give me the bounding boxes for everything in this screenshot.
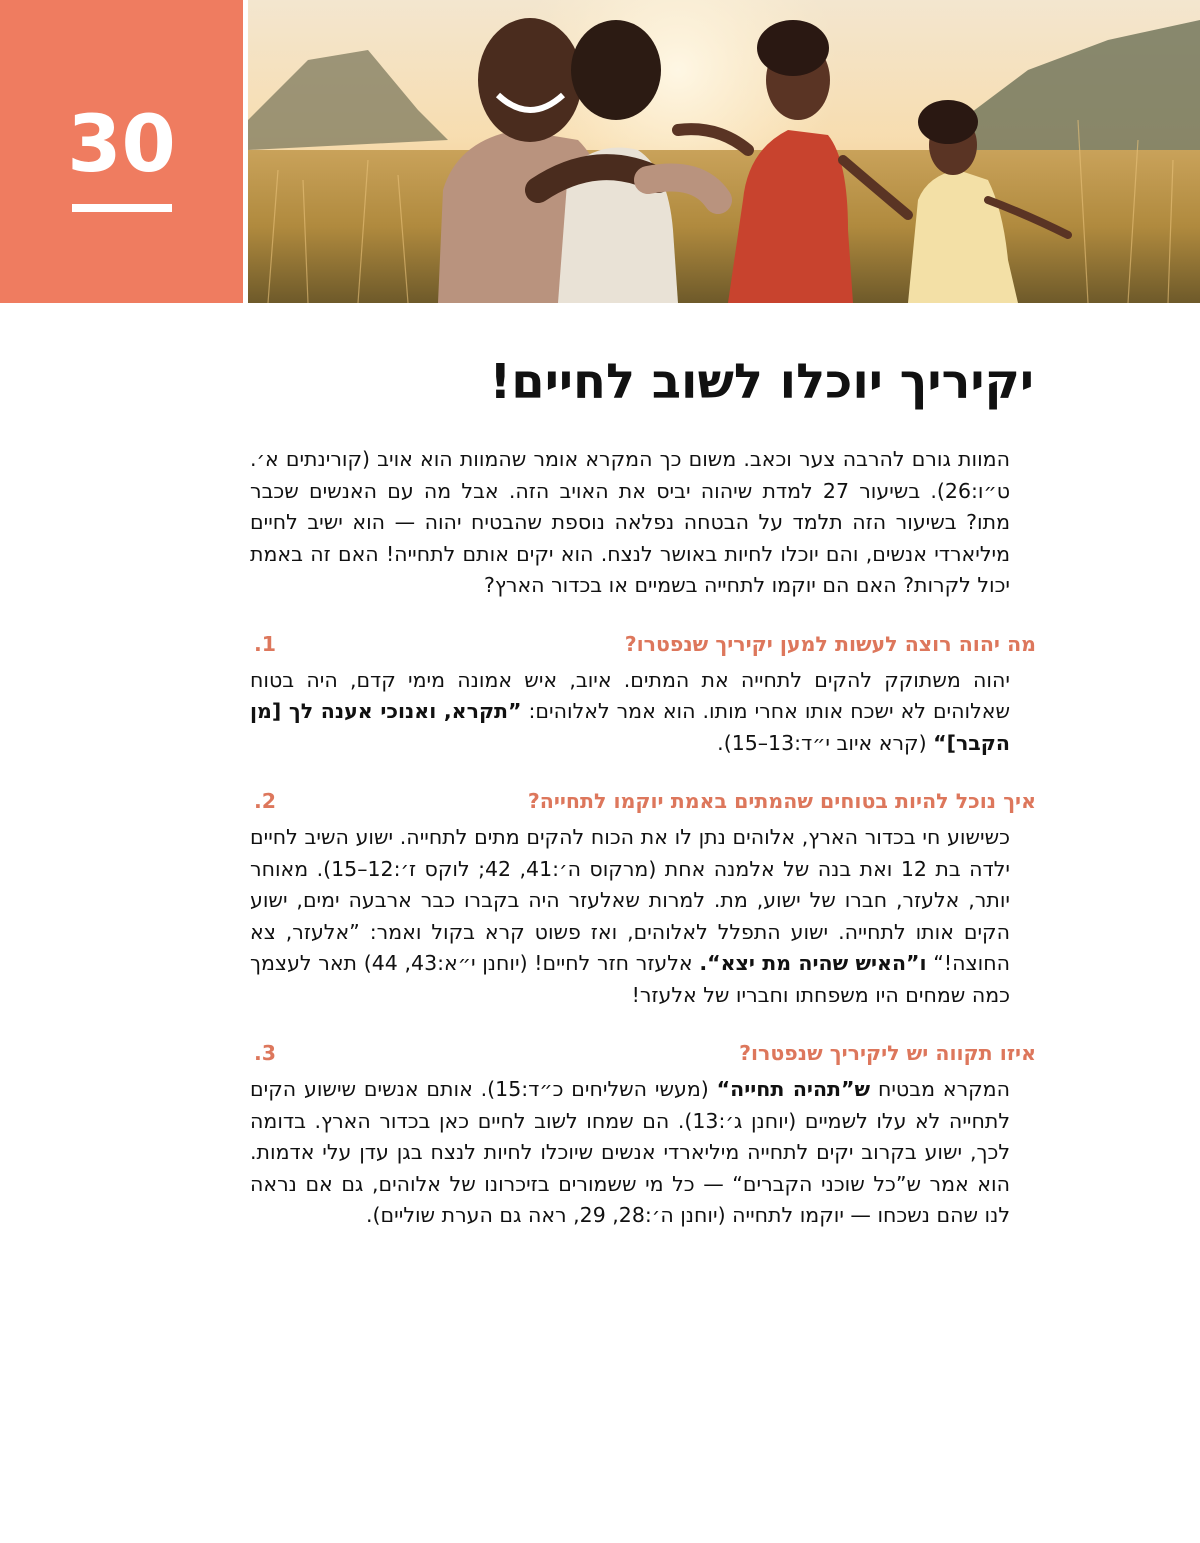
section-2-text-b: אלעזר חזר לחיים! (יוחנן י״א:43, 44) תאר לעצמך כמה שמחים היו משפחתו וחבריו של אלעזר! — [250, 951, 1010, 1007]
question-3-heading — [250, 1038, 1036, 1068]
section-1-text-a: יהוה משתוקק להקים לתחייה את המתים. איוב, איש אמונה מימי קדם, היה בטוח שאלוהים לא ישכח אותו אחרי מותו. הוא אמר לאלוהים: — [250, 667, 1010, 723]
question-2-heading — [250, 786, 1036, 816]
section-3-bold-quote: ש”תהיה תחייה“ — [716, 1077, 871, 1101]
question-2-text: איך נוכל להיות בטוחים שהמתים באמת יוקמו לתחייה? — [527, 789, 1036, 813]
lesson-number-underline — [72, 204, 172, 212]
question-1-number: 1. — [253, 631, 276, 656]
section-3-paragraph — [250, 1074, 1010, 1232]
section-1-paragraph — [250, 665, 1010, 760]
question-1-heading — [250, 629, 1036, 659]
lesson-number: 30 — [67, 100, 176, 190]
family-embrace-photo — [248, 0, 1200, 303]
section-3-text-a: המקרא מבטיח — [870, 1077, 1011, 1101]
page-title: יקיריך יוכלו לשוב לחיים! — [489, 354, 1034, 410]
question-3-number: 3. — [253, 1041, 276, 1065]
lesson-number-box — [0, 0, 243, 303]
lesson-content — [250, 444, 1036, 1232]
section-2-bold-quote: ו”האיש שהיה מת יצא“. — [699, 951, 927, 975]
section-2-text-a: כשישוע חי בכדור הארץ, אלוהים נתן לו את הכוח להקים מתים לתחייה. ישוע השיב לחיים ילדה בת 12 ואת בנה של אלמנה אחת (מרקוס ה׳:41, 42; לוקס ז׳:12–15). מאוחר יותר, אלעזר, חברו של ישוע, מת. למרות שאלעזר היה בקברו כבר ארבעה ימים, ישוע הקים אותו לתחייה. ישוע התפלל לאלוהים, ואז פשוט קרא בקול ואמר: ”אלעזר, צא החוצה!“ — [250, 825, 1011, 975]
question-2-number: 2. — [253, 789, 276, 813]
section-1-text-b: (קרא איוב י״ד:13–15). — [717, 730, 934, 755]
section-3-text-b: (מעשי השליחים כ״ד:15). אותם אנשים שישוע הקים לתחייה לא עלו לשמיים (יוחנן ג׳:13). הם שמחו לשוב לחיים כאן בכדור הארץ. בדומה לכך, ישוע בקרוב יקים לתחייה מיליארדי אנשים שיוכלו לחיות לנצח בגן עדן עלי אדמות. הוא אמר ש”כל שוכני הקברים“ — כל מי ששמורים בזיכרונו של אלוהים, גם אם נראה לנו שהם נשכחו — יוקמו לתחייה (יוחנן ה׳:28, 29, ראה גם הערת שוליים). — [250, 1077, 1010, 1227]
question-3-text: איזו תקווה יש ליקיריך שנפטרו? — [739, 1041, 1036, 1065]
section-1-bold-quote: ”תקרא, ואנוכי אענה לך [מן הקבר]“ — [250, 699, 1010, 755]
intro-paragraph: המוות גורם להרבה צער וכאב. משום כך המקרא אומר שהמוות הוא אויב (קורינתים א׳. ט״ו:26). בשיעור 27 למדת שיהוה יביס את האויב הזה. אבל מה עם האנשים שכבר מתו? בשיעור הזה תלמד על הבטחה נפלאה נוספת שהבטיח יהוה — הוא ישיב לחיים מיליארדי אנשים, והם יוכלו לחיות באושר לנצח. הוא יקים אותם לתחייה! האם זה באמת יכול לקרות? האם הם יוקמו לתחייה בשמיים או בכדור הארץ? — [250, 447, 1010, 597]
section-2-paragraph — [250, 822, 1010, 1011]
question-1-text: מה יהוה רוצה לעשות למען יקיריך שנפטרו? — [624, 631, 1036, 656]
